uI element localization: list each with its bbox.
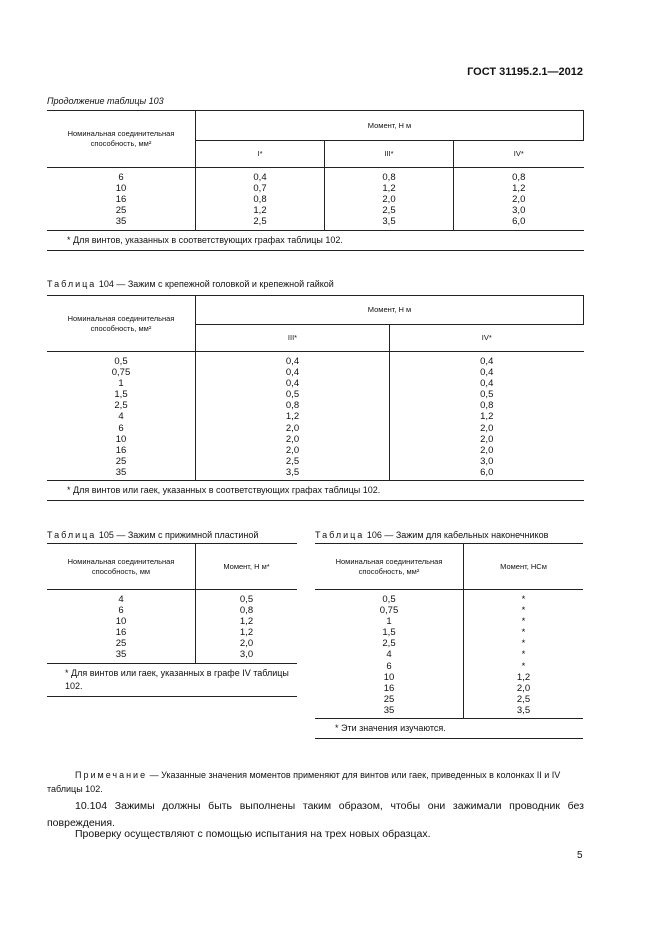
- t103-col-IV-header: IV*: [454, 141, 584, 168]
- t103-col-I-values: 0,4 0,7 0,8 1,2 2,5: [196, 168, 325, 231]
- t104-footnote: * Для винтов или гаек, указанных в соответствующих графах таблицы 102.: [47, 481, 584, 501]
- t105-value-column: 0,5 0,8 1,2 1,2 2,0 3,0: [196, 590, 298, 664]
- table-106-caption: Таблица 106 — Зажим для кабельных наконечников: [315, 530, 549, 540]
- t105-size-column: 4 6 10 16 25 35: [47, 590, 196, 664]
- t104-col-III-values: 0,4 0,4 0,4 0,5 0,8 1,2 2,0 2,0 2,0 2,5 3,5: [196, 352, 390, 481]
- t106-moment-header: Момент, НСм: [464, 544, 584, 590]
- t104-col-IV-values: 0,4 0,4 0,4 0,5 0,8 1,2 2,0 2,0 2,0 3,0 6,0: [390, 352, 584, 481]
- t106-value-column: * * * * * * * 1,2 2,0 2,5 3,5: [464, 590, 584, 719]
- t103-col-I-header: I*: [196, 141, 325, 168]
- t106-footnote: * Эти значения изучаются.: [315, 719, 583, 739]
- t104-moment-header: Момент, Н м: [196, 296, 584, 325]
- clause-10-104: 10.104 Зажимы должны быть выполнены таким образом, чтобы они зажимали проводник без повреждения.: [47, 800, 584, 829]
- t106-size-column: 0,5 0,75 1 1,5 2,5 4 6 10 16 25 35: [315, 590, 464, 719]
- t104-size-header: Номинальная соединительная способность, мм²: [47, 296, 196, 352]
- page-number: 5: [577, 850, 583, 861]
- t103-size-column: 6 10 16 25 35: [47, 168, 196, 231]
- note-paragraph: [47, 768, 584, 796]
- table-104: [47, 295, 584, 501]
- t104-col-IV-header: IV*: [390, 325, 584, 352]
- table-105: [47, 543, 297, 697]
- t105-footnote: * Для винтов или гаек, указанных в графе IV таблицы 102.: [47, 664, 297, 697]
- t103-moment-header: Момент, Н м: [196, 111, 584, 141]
- document-code: ГОСТ 31195.2.1—2012: [467, 66, 583, 78]
- t105-size-header: Номинальная соединительная способность, мм: [47, 544, 196, 590]
- t105-moment-header: Момент, Н м*: [196, 544, 298, 590]
- t104-size-column: 0,5 0,75 1 1,5 2,5 4 6 10 16 25 35: [47, 352, 196, 481]
- t103-col-III-values: 0,8 1,2 2,0 2,5 3,5: [325, 168, 454, 231]
- clause-check-text: Проверку осуществляют с помощью испытания на трех новых образцах.: [75, 828, 431, 840]
- note-text: — Указанные значения моментов применяют для винтов или гаек, приведенных в колонках II и IV таблицы 102.: [47, 770, 561, 794]
- t103-size-header: Номинальная соединительная способность, мм²: [47, 111, 196, 168]
- t104-col-III-header: III*: [196, 325, 390, 352]
- table-103: [47, 110, 584, 251]
- t103-col-III-header: III*: [325, 141, 454, 168]
- note-label: Примечание: [75, 770, 148, 780]
- table-104-caption: Таблица 104 — Зажим с крепежной головкой и крепежной гайкой: [47, 279, 334, 289]
- t103-col-IV-values: 0,8 1,2 2,0 3,0 6,0: [454, 168, 584, 231]
- t103-footnote: * Для винтов, указанных в соответствующих графах таблицы 102.: [47, 231, 584, 251]
- t106-size-header: Номинальная соединительная способность, мм²: [315, 544, 464, 590]
- table-103-caption: Продолжение таблицы 103: [47, 96, 164, 106]
- table-105-caption: Таблица 105 — Зажим с прижимной пластиной: [47, 530, 259, 540]
- table-106: [315, 543, 583, 739]
